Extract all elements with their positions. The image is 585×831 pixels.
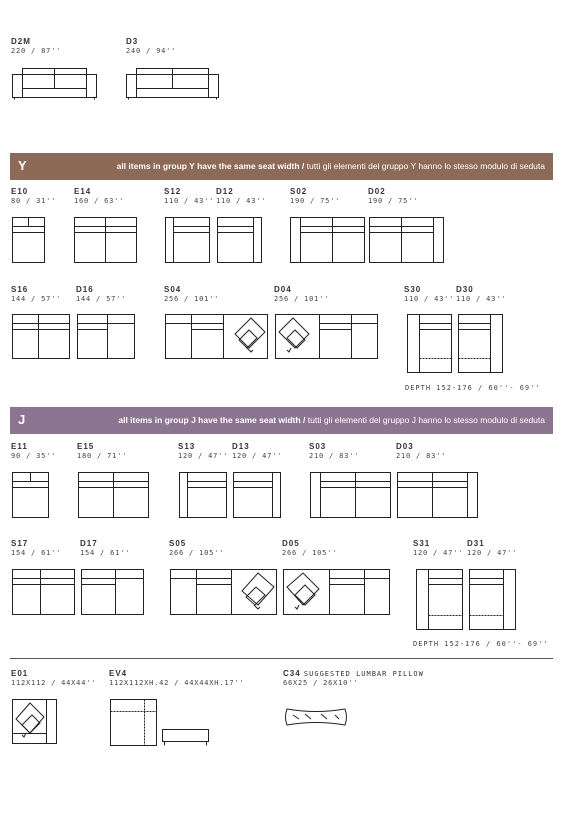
module-d12-drawing — [217, 217, 263, 265]
item-dim-d16: 144 / 57'' — [76, 295, 127, 303]
item-dim-s31: 120 / 47'' — [413, 549, 464, 557]
item-dim-s13: 120 / 47'' — [178, 452, 229, 460]
item-dim-d02: 190 / 75'' — [368, 197, 419, 205]
module-s13-drawing — [179, 472, 228, 520]
item-code-e15: E15 — [77, 442, 95, 451]
item-dim-d05: 266 / 105'' — [282, 549, 338, 557]
item-dim-s12: 110 / 43'' — [164, 197, 215, 205]
item-code-ev4: EV4 — [109, 669, 128, 678]
item-dim-s04: 256 / 101'' — [164, 295, 220, 303]
item-code-c34 — [283, 669, 424, 678]
module-d04-drawing — [275, 314, 379, 360]
item-dim-s05: 266 / 105'' — [169, 549, 225, 557]
item-dim-d31: 120 / 47'' — [467, 549, 518, 557]
item-code-s02: S02 — [290, 187, 308, 196]
item-code-d30: D30 — [456, 285, 474, 294]
module-d30-drawing — [458, 314, 504, 374]
section-divider — [10, 658, 553, 659]
module-d13-drawing — [233, 472, 282, 520]
item-dim-s03: 210 / 83'' — [309, 452, 360, 460]
item-code-e14: E14 — [74, 187, 92, 196]
c34-code: C34 — [283, 669, 301, 678]
item-dim-e11: 90 / 35'' — [11, 452, 57, 460]
item-code-e10: E10 — [11, 187, 29, 196]
group-y-letter: Y — [18, 158, 27, 173]
module-e15-drawing — [78, 472, 150, 520]
item-code-s12: S12 — [164, 187, 182, 196]
item-dim-d30: 110 / 43'' — [456, 295, 507, 303]
item-code-s31: S31 — [413, 539, 431, 548]
module-d05-drawing — [283, 569, 391, 616]
group-y-bold-text: all items in group Y have the same seat width / — [116, 161, 305, 171]
item-code-d13: D13 — [232, 442, 250, 451]
item-code-d16: D16 — [76, 285, 94, 294]
group-j-header — [10, 407, 553, 434]
module-s05-drawing — [170, 569, 278, 616]
item-dim-d03: 210 / 83'' — [396, 452, 447, 460]
item-code-s04: S04 — [164, 285, 182, 294]
item-code-d12: D12 — [216, 187, 234, 196]
item-code-s03: S03 — [309, 442, 327, 451]
module-d16-drawing — [77, 314, 136, 360]
sofa-d2m-drawing — [12, 68, 98, 100]
module-d02-drawing — [369, 217, 445, 265]
module-e11-drawing — [12, 472, 50, 520]
item-code-s16: S16 — [11, 285, 29, 294]
item-code-d04: D04 — [274, 285, 292, 294]
item-code-d2m: D2M — [11, 37, 31, 46]
item-dim-e10: 80 / 31'' — [11, 197, 57, 205]
module-s03-drawing — [310, 472, 392, 520]
item-code-d03: D03 — [396, 442, 414, 451]
item-dim-e01: 112X112 / 44X44'' — [11, 679, 97, 687]
item-code-d3: D3 — [126, 37, 139, 46]
group-y-description — [117, 161, 545, 171]
item-dim-d04: 256 / 101'' — [274, 295, 330, 303]
item-code-e01: E01 — [11, 669, 29, 678]
c34-label: SUGGESTED LUMBAR PILLOW — [303, 670, 424, 678]
group-y-header — [10, 153, 553, 180]
module-e01-drawing — [12, 699, 58, 745]
item-code-d17: D17 — [80, 539, 98, 548]
item-dim-d2m: 220 / 87'' — [11, 47, 62, 55]
module-s02-drawing — [290, 217, 366, 265]
item-dim-d13: 120 / 47'' — [232, 452, 283, 460]
item-dim-d12: 110 / 43'' — [216, 197, 267, 205]
module-s30-drawing — [407, 314, 453, 374]
item-code-s30: S30 — [404, 285, 422, 294]
module-ev4-drawing — [110, 699, 158, 747]
sofa-d3-drawing — [126, 68, 220, 100]
item-dim-s16: 144 / 57'' — [11, 295, 62, 303]
module-d17-drawing — [81, 569, 145, 616]
module-s31-drawing — [416, 569, 464, 631]
item-code-e11: E11 — [11, 442, 28, 451]
group-j-letter: J — [18, 412, 26, 427]
group-j-depth-note: DEPTH 152-176 / 60''- 69'' — [413, 640, 549, 648]
module-e14-drawing — [74, 217, 138, 265]
item-code-s13: S13 — [178, 442, 196, 451]
item-dim-s02: 190 / 75'' — [290, 197, 341, 205]
module-d31-drawing — [469, 569, 517, 631]
pillow-c34-drawing — [285, 706, 349, 728]
module-e10-drawing — [12, 217, 46, 265]
module-ev4-side-drawing — [162, 729, 210, 747]
item-dim-c34: 66X25 / 26X10'' — [283, 679, 359, 687]
group-y-normal-text: tutti gli elementi del gruppo Y hanno lo stesso modulo di seduta — [304, 161, 545, 171]
item-dim-d17: 154 / 61'' — [80, 549, 131, 557]
item-code-d02: D02 — [368, 187, 386, 196]
group-j-normal-text: tutti gli elementi del gruppo J hanno lo stesso modulo di seduta — [305, 415, 545, 425]
module-s16-drawing — [12, 314, 71, 360]
item-code-s05: S05 — [169, 539, 187, 548]
module-s17-drawing — [12, 569, 76, 616]
module-d03-drawing — [397, 472, 479, 520]
group-j-bold-text: all items in group J have the same seat width / — [118, 415, 306, 425]
item-dim-ev4: 112X112XH.42 / 44X44XH.17'' — [109, 679, 245, 687]
item-dim-e15: 180 / 71'' — [77, 452, 128, 460]
item-dim-d3: 240 / 94'' — [126, 47, 177, 55]
group-y-depth-note: DEPTH 152-176 / 60''- 69'' — [405, 384, 541, 392]
item-code-d31: D31 — [467, 539, 485, 548]
module-s12-drawing — [165, 217, 211, 265]
item-dim-s17: 154 / 61'' — [11, 549, 62, 557]
item-dim-e14: 160 / 63'' — [74, 197, 125, 205]
module-s04-drawing — [165, 314, 269, 360]
item-code-s17: S17 — [11, 539, 29, 548]
item-code-d05: D05 — [282, 539, 300, 548]
item-dim-s30: 110 / 43'' — [404, 295, 455, 303]
group-j-description — [118, 415, 545, 425]
